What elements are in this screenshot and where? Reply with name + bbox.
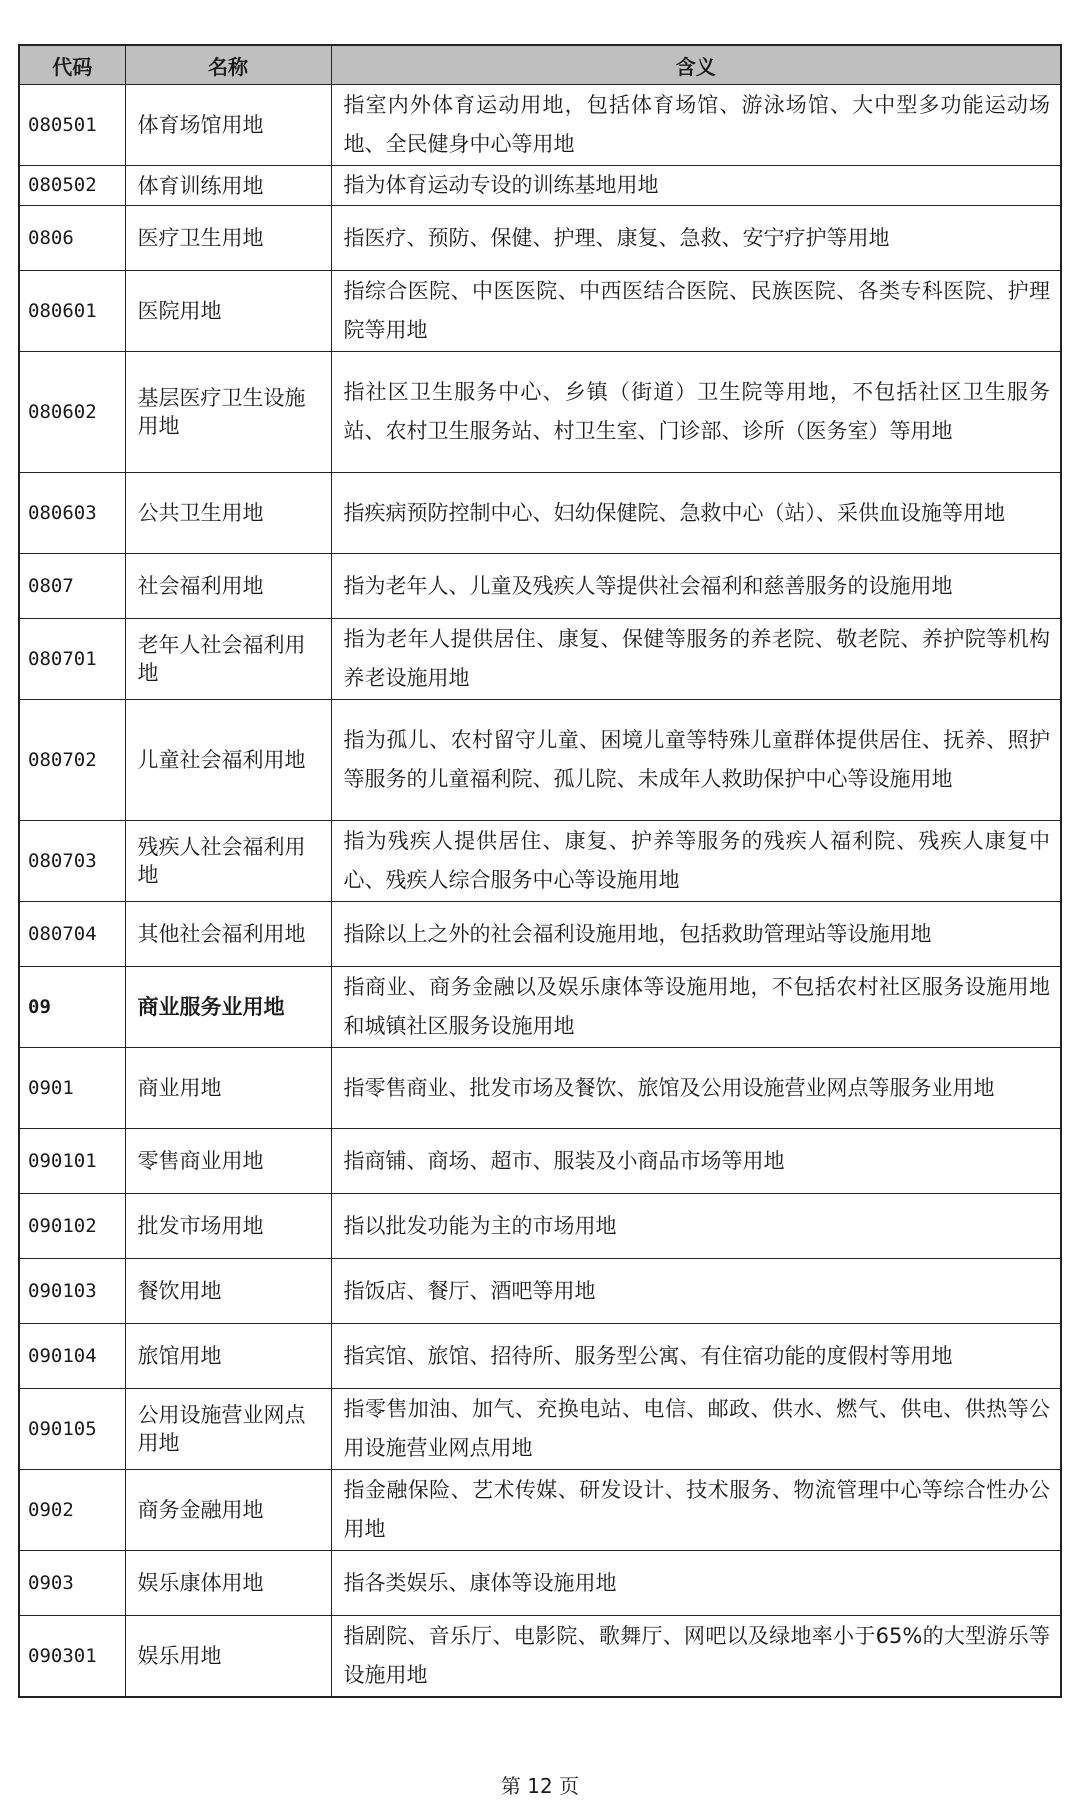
table-row (19, 473, 1061, 554)
row-name: 体育场馆用地 (125, 85, 331, 166)
page-number: 第 12 页 (500, 1774, 580, 1798)
table-row (19, 821, 1061, 902)
row-name: 批发市场用地 (125, 1194, 331, 1259)
row-code: 090103 (19, 1259, 125, 1324)
table-row (19, 554, 1061, 619)
row-code: 090301 (19, 1616, 125, 1698)
header-name: 名称 (125, 45, 331, 85)
row-description: 指为孤儿、农村留守儿童、困境儿童等特殊儿童群体提供居住、抚养、照护等服务的儿童福利院、孤儿院、未成年人救助保护中心等设施用地 (331, 700, 1061, 821)
row-description: 指饭店、餐厅、酒吧等用地 (331, 1259, 1061, 1324)
table-row (19, 1194, 1061, 1259)
table-row (19, 619, 1061, 700)
row-code: 080502 (19, 166, 125, 206)
table-row (19, 206, 1061, 271)
row-name: 零售商业用地 (125, 1129, 331, 1194)
row-code: 080602 (19, 352, 125, 473)
row-description: 指为老年人、儿童及残疾人等提供社会福利和慈善服务的设施用地 (331, 554, 1061, 619)
row-description: 指以批发功能为主的市场用地 (331, 1194, 1061, 1259)
row-code: 090101 (19, 1129, 125, 1194)
land-use-classification-table (18, 44, 1062, 1698)
row-name: 基层医疗卫生设施用地 (125, 352, 331, 473)
row-description: 指室内外体育运动用地，包括体育场馆、游泳场馆、大中型多功能运动场地、全民健身中心等用地 (331, 85, 1061, 166)
row-name: 医院用地 (125, 271, 331, 352)
row-name: 娱乐康体用地 (125, 1551, 331, 1616)
row-name: 社会福利用地 (125, 554, 331, 619)
row-code: 080601 (19, 271, 125, 352)
row-description: 指疾病预防控制中心、妇幼保健院、急救中心（站）、采供血设施等用地 (331, 473, 1061, 554)
table-row (19, 85, 1061, 166)
row-description: 指金融保险、艺术传媒、研发设计、技术服务、物流管理中心等综合性办公用地 (331, 1470, 1061, 1551)
row-name: 餐饮用地 (125, 1259, 331, 1324)
table-header-row (19, 45, 1061, 85)
row-description: 指零售加油、加气、充换电站、电信、邮政、供水、燃气、供电、供热等公用设施营业网点用地 (331, 1389, 1061, 1470)
row-code: 0807 (19, 554, 125, 619)
row-code: 0902 (19, 1470, 125, 1551)
table-row (19, 1470, 1061, 1551)
row-description: 指除以上之外的社会福利设施用地，包括救助管理站等设施用地 (331, 902, 1061, 967)
row-code: 080603 (19, 473, 125, 554)
header-code: 代码 (19, 45, 125, 85)
row-description: 指为残疾人提供居住、康复、护养等服务的残疾人福利院、残疾人康复中心、残疾人综合服务中心等设施用地 (331, 821, 1061, 902)
row-name: 娱乐用地 (125, 1616, 331, 1698)
table-row (19, 902, 1061, 967)
row-description: 指为老年人提供居住、康复、保健等服务的养老院、敬老院、养护院等机构养老设施用地 (331, 619, 1061, 700)
table-row (19, 1259, 1061, 1324)
row-name: 公共卫生用地 (125, 473, 331, 554)
row-name: 商务金融用地 (125, 1470, 331, 1551)
row-description: 指医疗、预防、保健、护理、康复、急救、安宁疗护等用地 (331, 206, 1061, 271)
row-description: 指社区卫生服务中心、乡镇（街道）卫生院等用地，不包括社区卫生服务站、农村卫生服务站、村卫生室、门诊部、诊所（医务室）等用地 (331, 352, 1061, 473)
table-row (19, 1616, 1061, 1698)
row-name: 老年人社会福利用地 (125, 619, 331, 700)
row-description: 指为体育运动专设的训练基地用地 (331, 166, 1061, 206)
row-code: 080703 (19, 821, 125, 902)
row-description: 指零售商业、批发市场及餐饮、旅馆及公用设施营业网点等服务业用地 (331, 1048, 1061, 1129)
row-code: 0901 (19, 1048, 125, 1129)
table-row (19, 271, 1061, 352)
row-name: 商业用地 (125, 1048, 331, 1129)
table-row-category (19, 967, 1061, 1048)
row-code: 090104 (19, 1324, 125, 1389)
row-code: 09 (19, 967, 125, 1048)
header-description: 含义 (331, 45, 1061, 85)
row-name: 旅馆用地 (125, 1324, 331, 1389)
row-name: 医疗卫生用地 (125, 206, 331, 271)
row-description: 指剧院、音乐厅、电影院、歌舞厅、网吧以及绿地率小于65%的大型游乐等设施用地 (331, 1616, 1061, 1698)
row-code: 080702 (19, 700, 125, 821)
row-name: 体育训练用地 (125, 166, 331, 206)
row-name: 儿童社会福利用地 (125, 700, 331, 821)
row-description: 指商铺、商场、超市、服装及小商品市场等用地 (331, 1129, 1061, 1194)
row-name: 其他社会福利用地 (125, 902, 331, 967)
row-name: 残疾人社会福利用地 (125, 821, 331, 902)
table-row (19, 700, 1061, 821)
row-name: 商业服务业用地 (125, 967, 331, 1048)
table-row (19, 1551, 1061, 1616)
table-row (19, 1324, 1061, 1389)
table-row (19, 352, 1061, 473)
row-code: 090105 (19, 1389, 125, 1470)
row-code: 080501 (19, 85, 125, 166)
land-use-table-container (18, 44, 1060, 1698)
row-description: 指综合医院、中医医院、中西医结合医院、民族医院、各类专科医院、护理院等用地 (331, 271, 1061, 352)
row-code: 080704 (19, 902, 125, 967)
row-code: 0806 (19, 206, 125, 271)
table-row (19, 1389, 1061, 1470)
row-description: 指各类娱乐、康体等设施用地 (331, 1551, 1061, 1616)
table-row (19, 1129, 1061, 1194)
table-row (19, 166, 1061, 206)
table-row (19, 1048, 1061, 1129)
row-name: 公用设施营业网点用地 (125, 1389, 331, 1470)
row-code: 0903 (19, 1551, 125, 1616)
row-code: 080701 (19, 619, 125, 700)
row-description: 指商业、商务金融以及娱乐康体等设施用地，不包括农村社区服务设施用地和城镇社区服务设施用地 (331, 967, 1061, 1048)
row-description: 指宾馆、旅馆、招待所、服务型公寓、有住宿功能的度假村等用地 (331, 1324, 1061, 1389)
row-code: 090102 (19, 1194, 125, 1259)
